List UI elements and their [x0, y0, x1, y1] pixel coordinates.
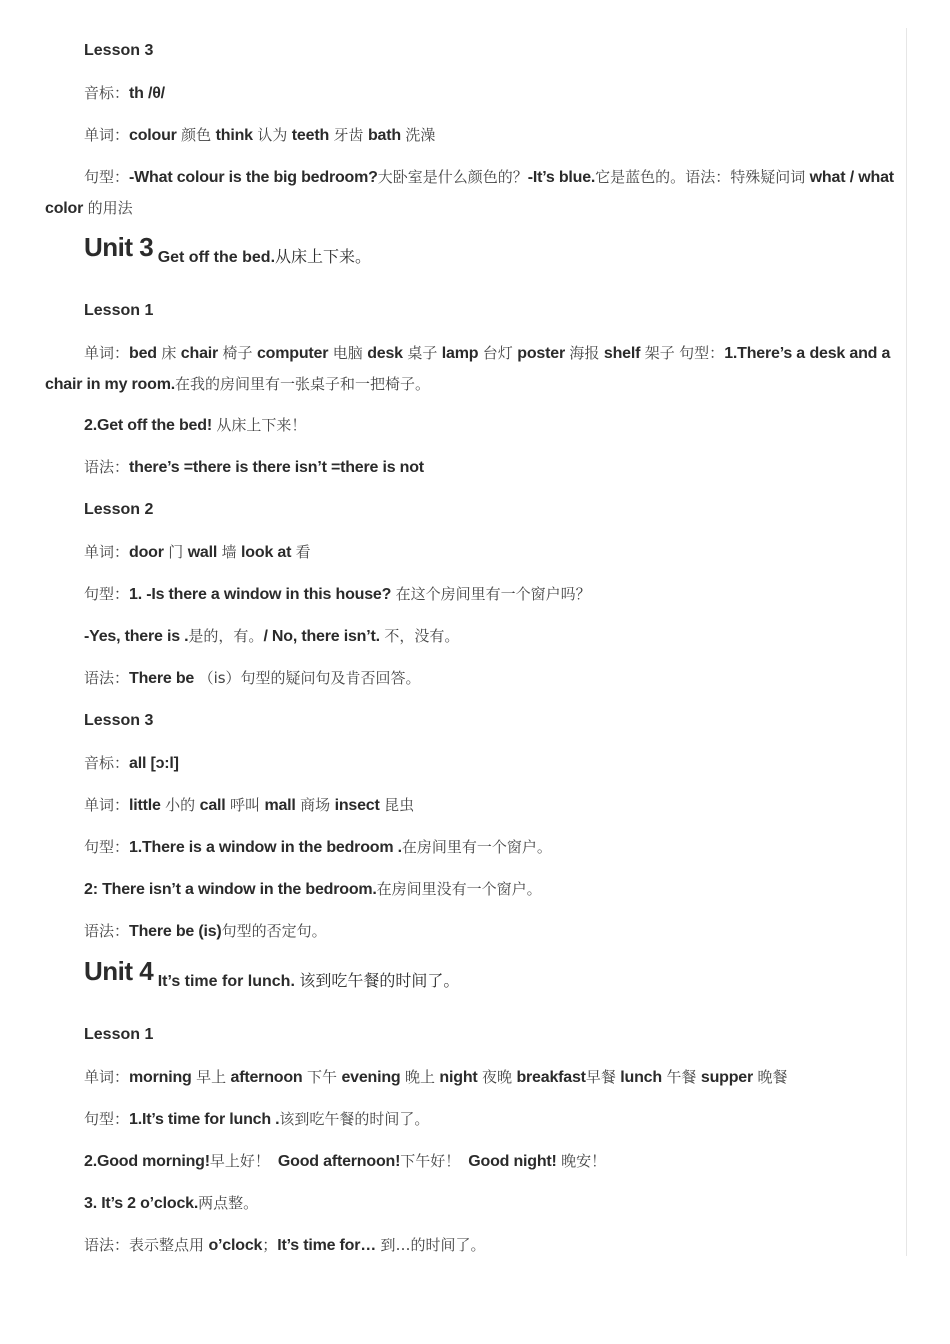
unit-subtitle-zh: 该到吃午餐的时间了。 [299, 971, 460, 990]
word-en: supper [700, 1069, 754, 1086]
sentence-label: 句型： [84, 585, 130, 603]
sentence-label: 句型： [84, 838, 130, 856]
sentence-en: Good night! [468, 1153, 557, 1170]
lesson-title: Lesson 1 [84, 1026, 154, 1043]
grammar-zh: 到…的时间了。 [380, 1236, 486, 1254]
grammar-en: / what color [45, 169, 894, 217]
sentence-label: 句型： [84, 1110, 130, 1128]
lesson-title: Lesson 2 [84, 501, 154, 518]
sentence-en: -What colour is the big bedroom? [129, 169, 378, 186]
sentence-zh: 它是蓝色的。 [595, 168, 686, 186]
word-en: chair [180, 345, 219, 362]
sentence-en: 2: There isn’t a window in the bedroom. [84, 881, 377, 898]
word-en: colour [129, 127, 177, 144]
word-zh: 小的 [165, 796, 196, 814]
vocabulary-label: 单词： [84, 1068, 130, 1086]
unit-subtitle-en: It’s time for lunch. [157, 973, 295, 990]
vocabulary-label: 单词： [84, 126, 130, 144]
lesson-title: Lesson 3 [84, 42, 154, 59]
lesson-title: Lesson 1 [84, 302, 154, 319]
word-zh: 墙 [221, 543, 237, 561]
unit-subtitle-en: Get off the bed. [157, 249, 276, 266]
grammar-line [84, 452, 906, 483]
word-en: poster [517, 345, 565, 362]
word-zh: 椅子 [222, 344, 253, 362]
phonetic-symbol: th /θ/ [129, 85, 165, 102]
grammar-line [84, 663, 906, 694]
word-zh: 牙齿 [333, 126, 364, 144]
sentence-en: -Yes, there is . [84, 628, 189, 645]
sentence-zh: 是的，有。 [188, 627, 264, 645]
unit-subtitle-zh: 从床上下来。 [275, 247, 372, 266]
grammar-label: 语法： [685, 168, 731, 186]
word-zh: 门 [168, 543, 184, 561]
grammar-en: o’clock [208, 1237, 263, 1254]
word-en: insect [334, 797, 380, 814]
word-en: night [439, 1069, 478, 1086]
word-zh: 海报 [569, 344, 600, 362]
word-en: computer [256, 345, 329, 362]
sentence-zh: 不，没有。 [384, 627, 460, 645]
sentence-en: Good afternoon! [277, 1153, 401, 1170]
grammar-line [84, 916, 906, 947]
word-zh: 认为 [257, 126, 288, 144]
word-zh: 昆虫 [384, 796, 415, 814]
word-zh: 夜晚 [481, 1068, 512, 1086]
word-zh: 桌子 [407, 344, 438, 362]
grammar-zh: 句型的否定句。 [221, 922, 327, 940]
vocabulary-label: 单词： [84, 796, 130, 814]
sentence-en: / No, there isn’t. [263, 628, 380, 645]
sentence-line [84, 579, 906, 610]
grammar-label: 语法： [84, 922, 130, 940]
word-en: lunch [620, 1069, 662, 1086]
sentence-zh: 在房间里有一个窗户。 [401, 838, 552, 856]
sentence-en: 2.Good morning! [84, 1153, 210, 1170]
word-en: lamp [441, 345, 479, 362]
word-en: think [215, 127, 253, 144]
sentence-zh: 在这个房间里有一个窗户吗？ [395, 585, 591, 603]
sentence-paragraph [45, 162, 906, 224]
word-en: little [129, 797, 161, 814]
grammar-zh: 特殊疑问词 [730, 168, 806, 186]
grammar-zh: 句型的疑问句及肯否回答。 [240, 669, 421, 687]
word-zh: 早上 [196, 1068, 227, 1086]
word-en: call [199, 797, 226, 814]
sentence-zh: 在我的房间里有一张桌子和一把椅子。 [174, 375, 430, 393]
sentence-line [84, 1104, 906, 1135]
grammar-en: It’s time for… [277, 1237, 377, 1254]
sentence-zh: 从床上下来！ [216, 416, 307, 434]
unit-heading-line [84, 232, 906, 267]
vocabulary-label: 单词： [84, 344, 130, 362]
sentence-line [84, 410, 906, 441]
grammar-zh: 表示整点用 [129, 1236, 205, 1254]
word-zh: 床 [161, 344, 177, 362]
grammar-label: 语法： [84, 1236, 130, 1254]
word-zh: 呼叫 [229, 796, 260, 814]
word-en: shelf [603, 345, 641, 362]
sentence-zh: 大卧室是什么颜色的？ [377, 168, 528, 186]
unit-heading: Unit 4 [84, 956, 154, 986]
sentence-line [84, 621, 906, 652]
word-zh: 晚上 [404, 1068, 435, 1086]
phonetics-line [84, 78, 906, 109]
word-zh: 台灯 [482, 344, 513, 362]
vocabulary-label: 单词： [84, 543, 130, 561]
grammar-separator: ； [262, 1236, 278, 1254]
vocabulary-line [84, 120, 906, 151]
word-en: bath [367, 127, 401, 144]
grammar-en: There be [129, 670, 195, 687]
sentence-line [84, 874, 906, 905]
word-zh: 电脑 [332, 344, 363, 362]
word-zh: 午餐 [666, 1068, 697, 1086]
word-en: bed [129, 345, 157, 362]
sentence-label: 句型： [679, 344, 725, 362]
word-zh: 下午 [306, 1068, 337, 1086]
phonetics-label: 音标： [84, 84, 130, 102]
word-en: breakfast [516, 1069, 586, 1086]
phonetics-line [84, 748, 906, 779]
lesson-title: Lesson 3 [84, 712, 154, 729]
word-zh: 颜色 [181, 126, 212, 144]
phonetic-symbol: all [ɔ:l] [129, 755, 179, 772]
vocabulary-line [84, 537, 906, 568]
word-zh: 商场 [300, 796, 331, 814]
word-en: teeth [291, 127, 330, 144]
grammar-label: 语法： [84, 458, 130, 476]
unit-heading: Unit 3 [84, 232, 154, 262]
sentence-en: 1.There’s a [724, 345, 805, 362]
word-en: evening [341, 1069, 401, 1086]
sentence-en: 1.It’s time for lunch . [129, 1111, 280, 1128]
phonetics-label: 音标： [84, 754, 130, 772]
grammar-label: 语法： [84, 669, 130, 687]
word-en: afternoon [230, 1069, 303, 1086]
sentence-line [84, 832, 906, 863]
sentence-zh: 早上好！ [209, 1152, 270, 1170]
grammar-zh: 的用法 [87, 199, 133, 217]
sentence-zh: 两点整。 [198, 1194, 259, 1212]
vocabulary-line [84, 1062, 906, 1093]
grammar-en: what [809, 169, 846, 186]
word-zh: 早餐 [585, 1068, 616, 1086]
sentence-en: 1. -Is there a window in this house? [129, 586, 392, 603]
sentence-zh: 下午好！ [400, 1152, 461, 1170]
word-en: morning [129, 1069, 192, 1086]
sentence-zh: 该到吃午餐的时间了。 [279, 1110, 430, 1128]
sentence-label: 句型： [84, 168, 130, 186]
word-en: look at [241, 544, 292, 561]
grammar-line [84, 1230, 906, 1261]
sentence-en: 1.There is a window in the bedroom . [129, 839, 402, 856]
sentence-en: 2.Get off the bed! [84, 417, 212, 434]
word-zh: 看 [295, 543, 311, 561]
word-zh: 洗澡 [405, 126, 436, 144]
word-zh: 架子 [644, 344, 675, 362]
unit-heading-line [84, 956, 906, 991]
page-edge-divider [906, 28, 907, 1256]
word-en: mall [264, 797, 296, 814]
word-en: desk [367, 345, 403, 362]
grammar-paren: （is） [198, 669, 241, 687]
sentence-line [84, 1146, 906, 1177]
vocabulary-paragraph [45, 338, 906, 400]
sentence-zh: 在房间里没有一个窗户。 [376, 880, 542, 898]
word-zh: 晚餐 [757, 1068, 788, 1086]
word-en: door [129, 544, 164, 561]
sentence-en: desk and a chair in my room. [45, 345, 891, 393]
sentence-en: -It’s blue. [527, 169, 596, 186]
grammar-en: there’s =there is there isn’t =there is not [129, 459, 424, 476]
sentence-zh: 晚安！ [561, 1152, 607, 1170]
grammar-en: There be (is) [129, 923, 222, 940]
word-en: wall [187, 544, 218, 561]
sentence-en: 3. It’s 2 o’clock. [84, 1195, 199, 1212]
vocabulary-line [84, 790, 906, 821]
sentence-line [84, 1188, 906, 1219]
